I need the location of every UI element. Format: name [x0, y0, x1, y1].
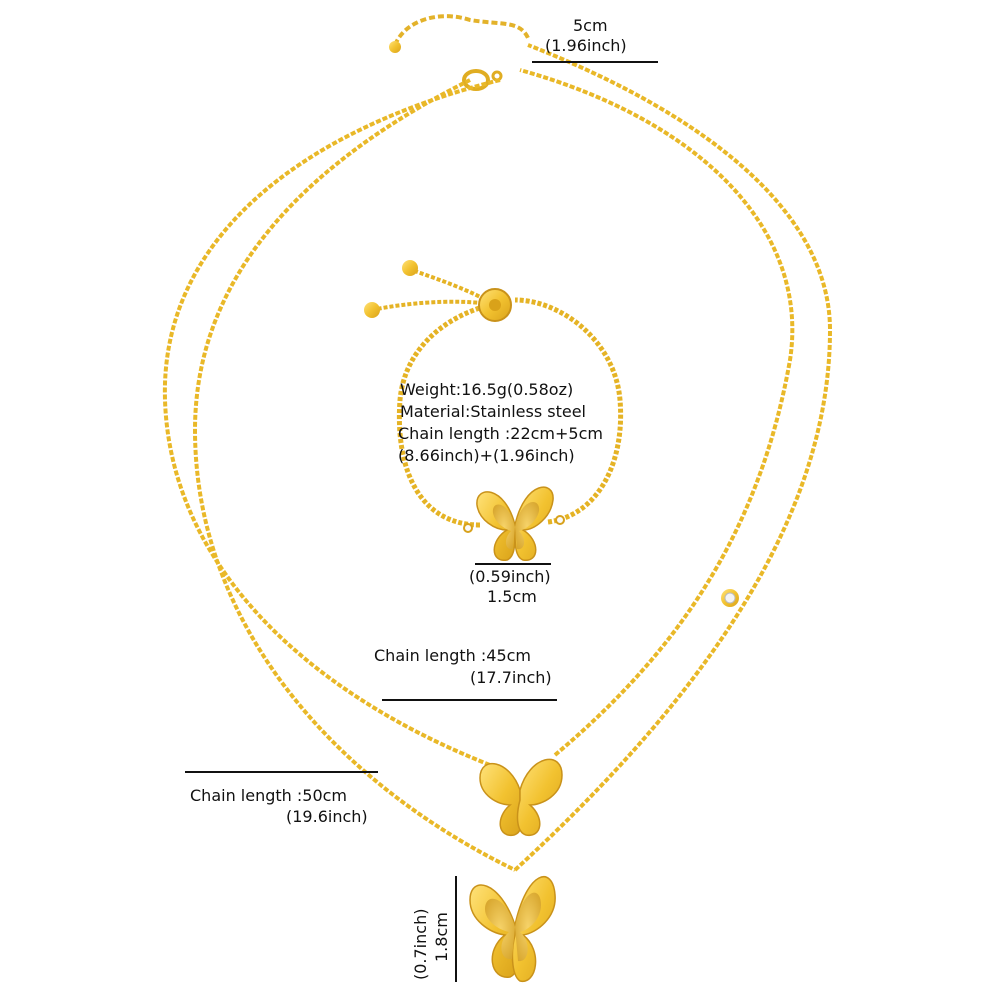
outer-chain-rule: [185, 771, 378, 773]
crystal-bead-icon: [721, 589, 739, 607]
bracelet-pendant-rule: [475, 563, 551, 565]
inner-chain-length: Chain length :45cm: [374, 646, 532, 665]
inner-chain-rule: [382, 699, 557, 701]
bracelet-chain-length: Chain length :22cm+5cm: [398, 424, 603, 443]
bracelet-pendant-width-inch: (0.59inch): [469, 567, 551, 586]
butterfly-pendant-icon-large: [470, 877, 555, 982]
extender-rule: [532, 61, 658, 63]
butterfly-pendant-icon-plain: [480, 759, 562, 835]
bracelet-end-bead-icon-2: [402, 260, 418, 276]
slider-bead-icon: [479, 289, 511, 321]
inner-chain-length-inch: (17.7inch): [470, 668, 552, 687]
bracelet-end-bead-icon: [364, 302, 380, 318]
large-pendant-height-inch: (0.7inch): [411, 908, 430, 980]
extender-bead-icon: [389, 41, 401, 53]
large-pendant-height-cm: 1.8cm: [432, 912, 451, 962]
bracelet-material: Material:Stainless steel: [400, 402, 586, 421]
butterfly-pendant-icon: [477, 487, 553, 560]
bracelet-chain-length-inch: (8.66inch)+(1.96inch): [398, 446, 575, 465]
extender-length-inch: (1.96inch): [545, 36, 627, 55]
bracelet-weight: Weight:16.5g(0.58oz): [400, 380, 574, 399]
large-pendant-rule: [455, 876, 457, 982]
bracelet-pendant-width-cm: 1.5cm: [487, 587, 537, 606]
outer-chain-length: Chain length :50cm: [190, 786, 348, 805]
outer-chain-length-inch: (19.6inch): [286, 807, 368, 826]
extender-chain: [395, 16, 528, 45]
extender-length-cm: 5cm: [573, 16, 608, 35]
